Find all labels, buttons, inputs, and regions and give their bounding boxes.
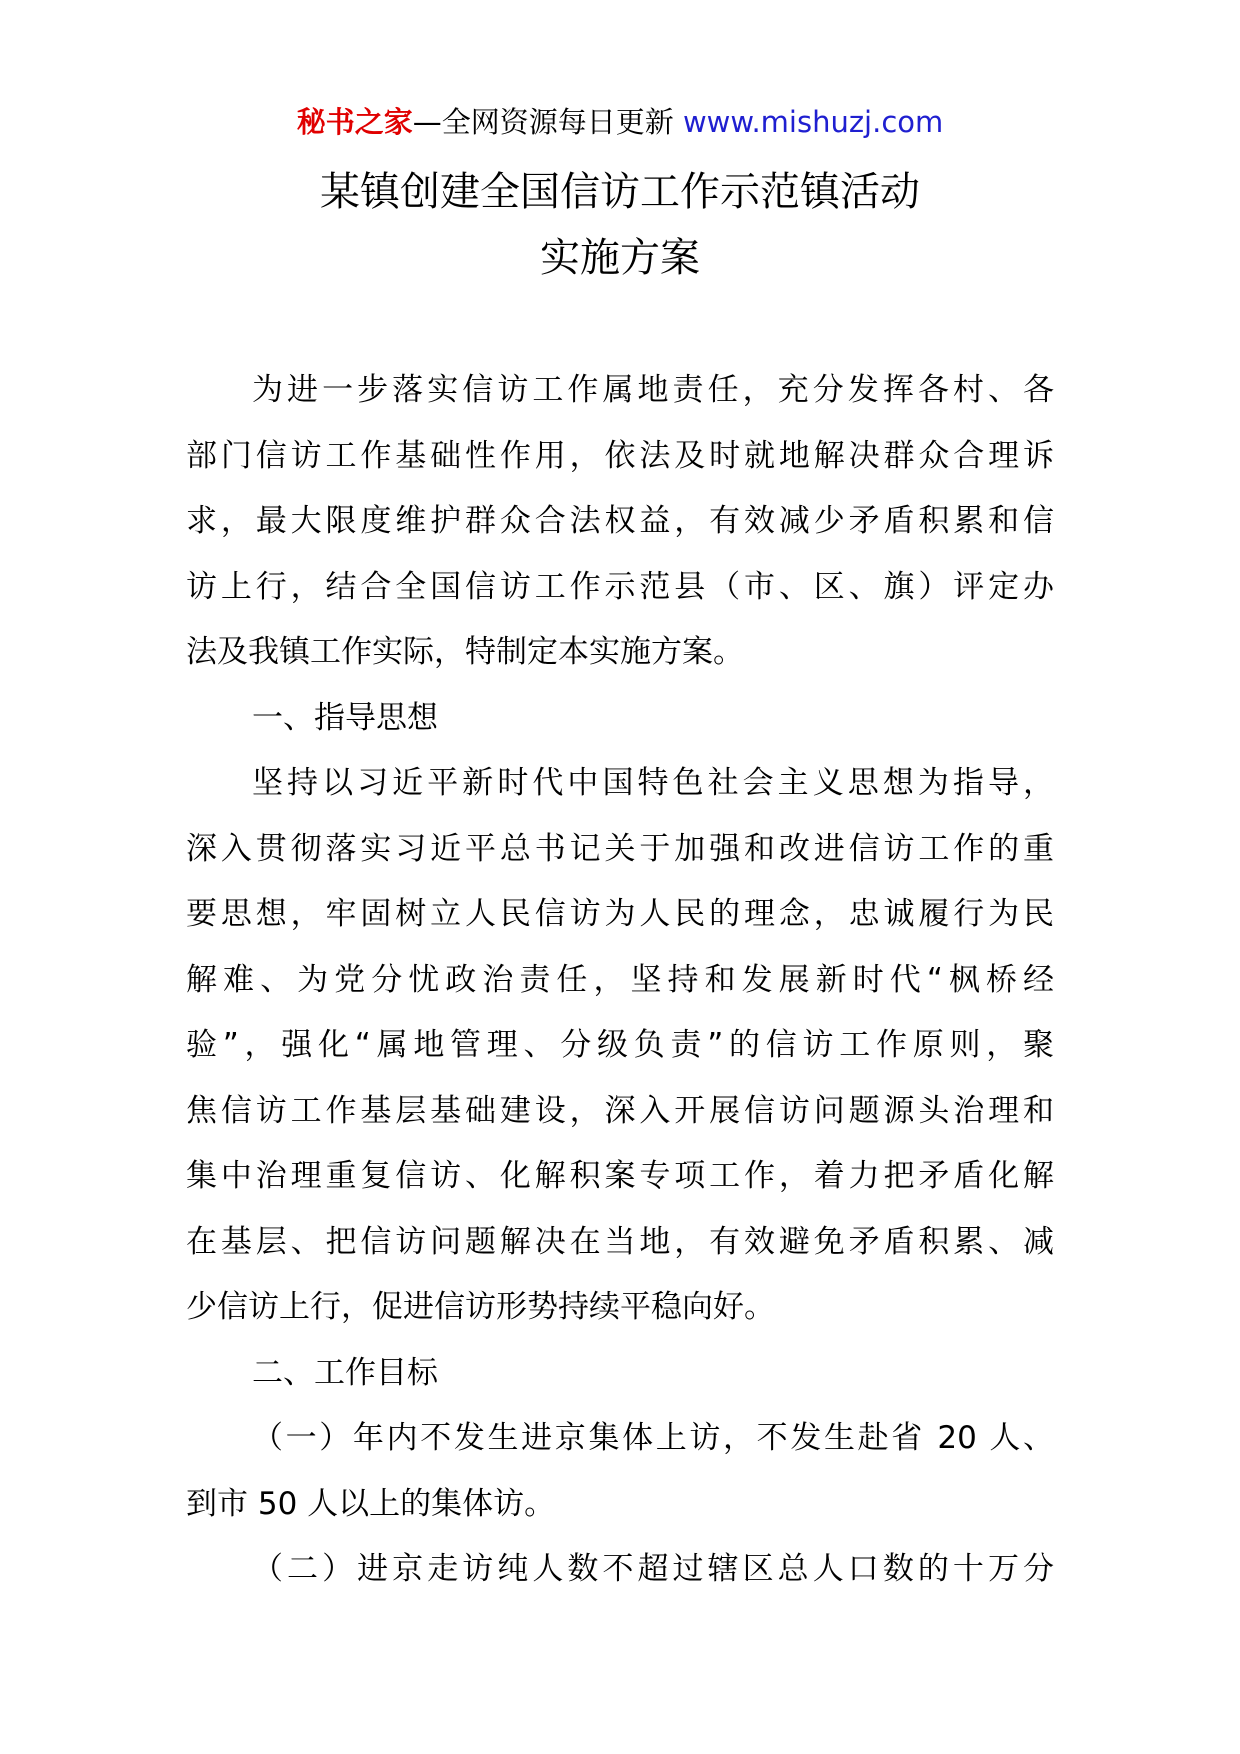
- body-line: （二）进京走访纯人数不超过辖区总人口数的十万分: [252, 1551, 1054, 1587]
- body-line: 解难、为党分忧政治责任，坚持和发展新时代“枫桥经: [186, 961, 1054, 998]
- body-line: 集中治理重复信访、化解积案专项工作，着力把矛盾化解: [186, 1158, 1054, 1194]
- site-tagline: —全网资源每日更新: [412, 105, 674, 139]
- body-line: （一）年内不发生进京集体上访，不发生赴省 20 人、: [252, 1420, 1054, 1456]
- section-heading: 二、工作目标: [252, 1354, 438, 1391]
- body-line: 在基层、把信访问题解决在当地，有效避免矛盾积累、减: [186, 1223, 1054, 1260]
- site-url: www.mishuzj.com: [682, 105, 944, 139]
- body-line: 访上行，结合全国信访工作示范县（市、区、旗）评定办: [186, 568, 1054, 605]
- section-heading: 一、指导思想: [252, 699, 438, 736]
- body-line: 为进一步落实信访工作属地责任，充分发挥各村、各: [252, 372, 1054, 408]
- body-line: 深入贯彻落实习近平总书记关于加强和改进信访工作的重: [186, 830, 1054, 867]
- site-banner: [0, 100, 1240, 144]
- body-line: 部门信访工作基础性作用，依法及时就地解决群众合理诉: [186, 437, 1054, 474]
- document-title-line-1: 某镇创建全国信访工作示范镇活动: [320, 169, 920, 215]
- body-line: 坚持以习近平新时代中国特色社会主义思想为指导，: [252, 765, 1054, 801]
- body-line: 少信访上行，促进信访形势持续平稳向好。: [186, 1289, 775, 1325]
- body-line: 要思想，牢固树立人民信访为人民的理念，忠诚履行为民: [186, 896, 1054, 932]
- body-line: 到市 50 人以上的集体访。: [186, 1485, 556, 1522]
- body-line: 法及我镇工作实际，特制定本实施方案。: [186, 634, 744, 670]
- body-line: 求，最大限度维护群众合法权益，有效减少矛盾积累和信: [186, 503, 1054, 539]
- body-line: 验”，强化“属地管理、分级负责”的信访工作原则，聚: [186, 1027, 1054, 1063]
- site-brand: 秘书之家: [296, 105, 413, 139]
- document-body: [186, 358, 1054, 1603]
- document-title-line-2: 实施方案: [540, 235, 700, 281]
- body-line: 焦信访工作基层基础建设，深入开展信访问题源头治理和: [186, 1092, 1054, 1129]
